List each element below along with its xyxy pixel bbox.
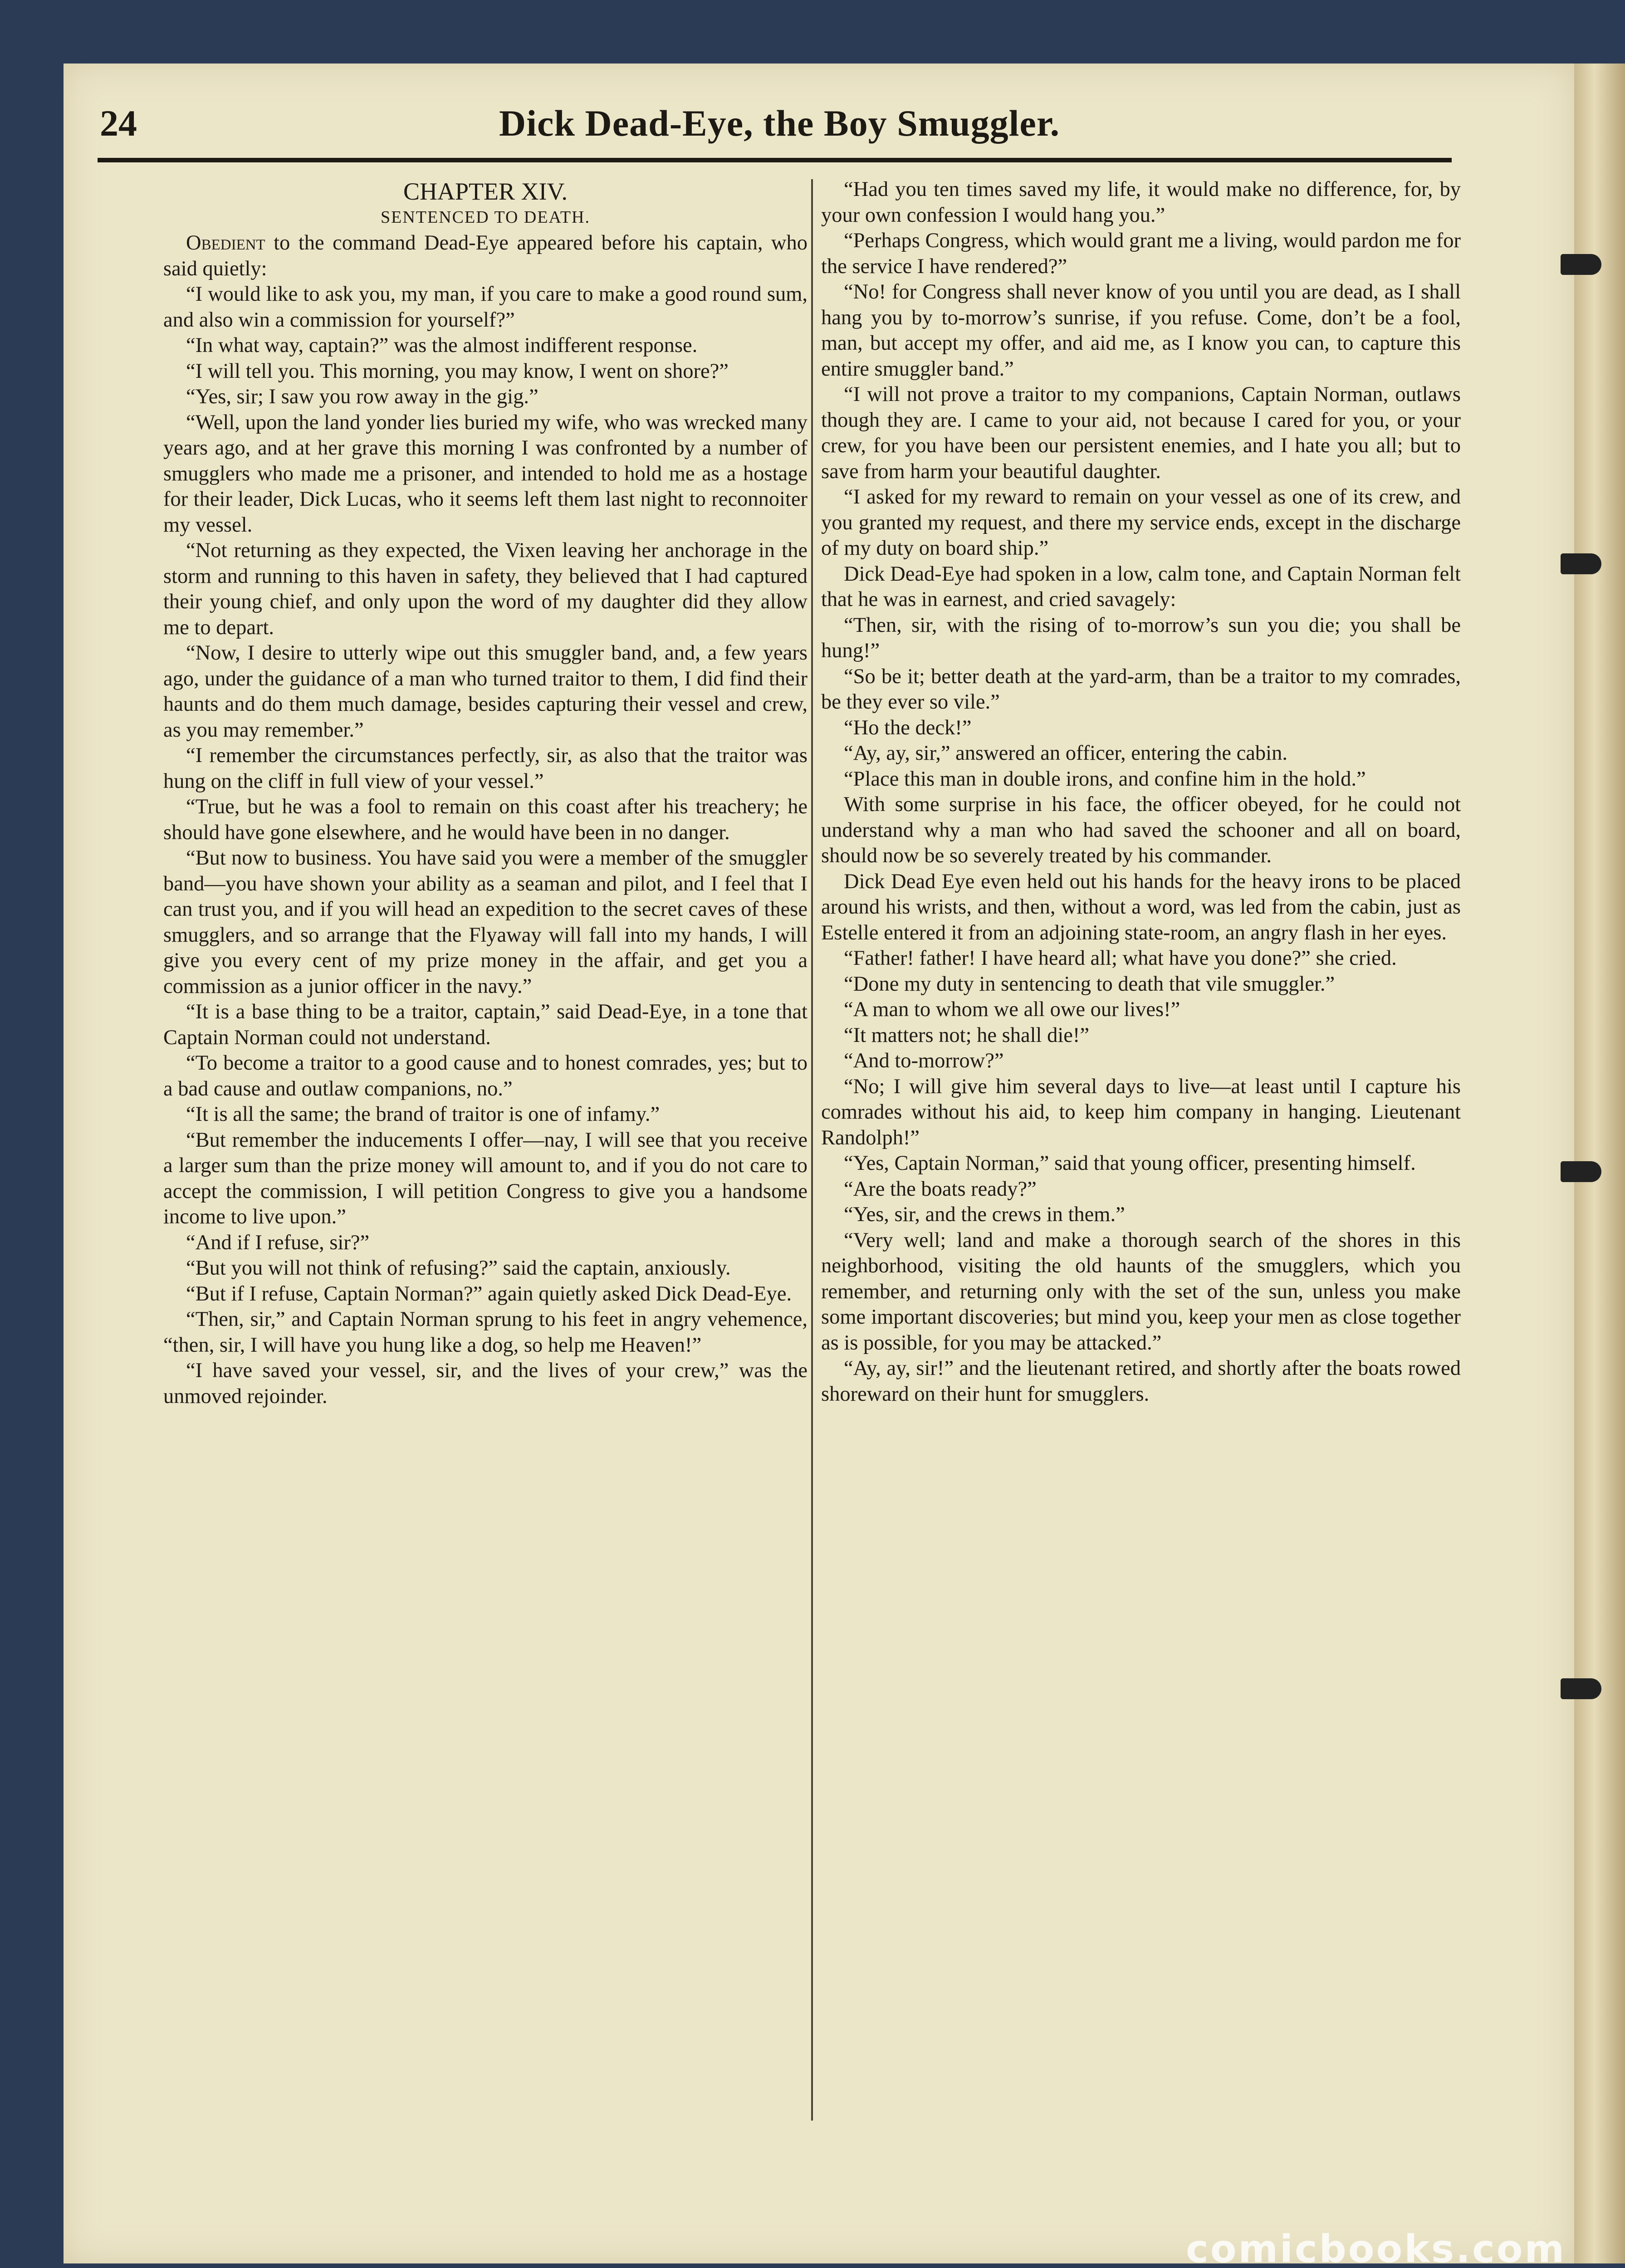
paragraph: “But you will not think of refusing?” said the captain, anxiously. [186, 1256, 731, 1280]
paragraph: Dick Dead Eye even held out his hands for the heavy irons to be placed around his wrists, and then, without a word, was led from the cabin, just as Estelle entered it from an adjoining state-room, an angry flash in her eyes. [821, 870, 1461, 944]
paragraph: “Ho the deck!” [844, 716, 972, 739]
paragraph: “Ay, ay, sir,” answered an officer, entering the cabin. [844, 742, 1287, 765]
paragraph: “But now to business. You have said you were a member of the smuggler band—you have shown your ability as a seaman and pilot, and I feel that I can trust you, and if you will head an expedition to the secret caves of these smugglers, and so arrange that the Flyaway will fall into my hands, I will give you every cent of my prize money in the affair, and get you a commission as a junior officer in the navy.” [163, 846, 808, 998]
binding-staple [1561, 553, 1601, 574]
binding-staple [1561, 254, 1601, 275]
paragraph: “Are the boats ready?” [844, 1177, 1037, 1201]
right-column [821, 177, 1461, 2136]
paragraph: “Yes, Captain Norman,” said that young officer, presenting himself. [844, 1152, 1416, 1175]
paragraph: “And to-morrow?” [844, 1049, 1004, 1072]
paragraph: “Well, upon the land yonder lies buried my wife, who was wrecked many years ago, and at her grave this morning I was confronted by a number of smugglers who made me a prisoner, and intended to hold me as a hostage for their leader, Dick Lucas, who it seems left them last night to reconnoiter my vessel. [163, 411, 808, 537]
paragraph: “So be it; better death at the yard-arm, than be a traitor to my comrades, be they ever so vile.” [821, 665, 1461, 714]
paragraph: “No! for Congress shall never know of you until you are dead, as I shall hang you by to-morrow’s sunrise, if you refuse. Come, don’t be a fool, man, but accept my offer, and aid me, as I know you can, to capture this entire smuggler band.” [821, 280, 1461, 381]
paragraph: “I have saved your vessel, sir, and the lives of your crew,” was the unmoved rejoinder. [163, 1359, 808, 1408]
paragraph: “I remember the circumstances perfectly, sir, as also that the traitor was hung on the cliff in full view of your vessel.” [163, 744, 808, 793]
binding-staple [1561, 1678, 1601, 1699]
column-divider [811, 179, 813, 2121]
paragraph-text: to the command Dead-Eye appeared before his captain, who said quietly: [163, 231, 808, 280]
paragraph: “Father! father! I have heard all; what have you done?” she cried. [844, 947, 1397, 970]
paragraph: “Perhaps Congress, which would grant me a living, would pardon me for the service I have rendered?” [821, 229, 1461, 278]
binding-staple [1561, 1161, 1601, 1182]
chapter-subtitle: SENTENCED TO DEATH. [381, 208, 590, 227]
header-rule [98, 158, 1452, 162]
running-title: Dick Dead-Eye, the Boy Smuggler. [499, 103, 1060, 144]
paragraph: “Place this man in double irons, and confine him in the hold.” [844, 767, 1366, 791]
paragraph: “It is a base thing to be a traitor, captain,” said Dead-Eye, in a tone that Captain Norman could not understand. [163, 1000, 808, 1049]
paragraph: “I would like to ask you, my man, if you care to make a good round sum, and also win a commission for yourself?” [163, 283, 808, 332]
paragraph: “In what way, captain?” was the almost indifferent response. [186, 334, 698, 357]
paragraph: “Then, sir, with the rising of to-morrow’s sun you die; you shall be hung!” [821, 613, 1461, 662]
page-number: 24 [100, 103, 137, 144]
paragraph: “It is all the same; the brand of traitor is one of infamy.” [186, 1103, 660, 1126]
page-header [100, 102, 1447, 156]
paragraph: “But if I refuse, Captain Norman?” again quietly asked Dick Dead-Eye. [186, 1282, 792, 1305]
paragraph: “True, but he was a fool to remain on this coast after his treachery; he should have gone elsewhere, and he would have been in no danger. [163, 795, 808, 844]
paragraph [163, 230, 808, 282]
paragraph: “Had you ten times saved my life, it would make no difference, for, by your own confession I would hang you.” [821, 178, 1461, 227]
paragraph: “Very well; land and make a thorough search of the shores in this neighborhood, visiting the old haunts of the smugglers, which you remember, and returning only with the set of the sun, unless you make some important discoveries; but mind you, keep your men as close together as is possible, for you may be attacked.” [821, 1228, 1461, 1354]
paragraph: “Done my duty in sentencing to death that vile smuggler.” [844, 972, 1335, 996]
paragraph: “Not returning as they expected, the Vixen leaving her anchorage in the storm and running to this haven in safety, they believed that I had captured their young chief, and only upon the word of my daughter did they allow me to depart. [163, 539, 808, 639]
paragraph: “But remember the inducements I offer—nay, I will see that you receive a larger sum than the prize money will amount to, and if you do not care to accept the commission, I will petition Congress to give you a handsome income to live upon.” [163, 1128, 808, 1228]
paragraph: “And if I refuse, sir?” [186, 1231, 370, 1254]
paragraph: “To become a traitor to a good cause and to honest comrades, yes; but to a bad cause and outlaw companions, no.” [163, 1051, 808, 1100]
paragraph: “Now, I desire to utterly wipe out this smuggler band, and, a few years ago, under the guidance of a man who turned traitor to them, I did find their haunts and do them much damage, besides capturing their vessel and crew, as you may remember.” [163, 641, 808, 742]
paragraph: “I will tell you. This morning, you may know, I went on shore?” [186, 359, 729, 383]
chapter-title: CHAPTER XIV. [403, 178, 568, 205]
paragraph: “Yes, sir; I saw you row away in the gig.” [186, 385, 538, 408]
paragraph: “Yes, sir, and the crews in them.” [844, 1203, 1125, 1226]
paragraph: “Ay, ay, sir!” and the lieutenant retired, and shortly after the boats rowed shoreward on their hunt for smugglers. [821, 1357, 1461, 1406]
paragraph: “I asked for my reward to remain on your vessel as one of its crew, and you granted my request, and there my service ends, except in the discharge of my duty on board ship.” [821, 485, 1461, 560]
watermark: comicbooks.com [1186, 2227, 1566, 2268]
paragraph: “No; I will give him several days to live—at least until I capture his comrades without his aid, to keep him company in hanging. Lieutenant Randolph!” [821, 1075, 1461, 1149]
left-column [163, 177, 808, 2136]
paragraph: “I will not prove a traitor to my companions, Captain Norman, outlaws though they are. I came to your aid, not because I cared for you, or your crew, for you have been our persistent enemies, and I hate you all; but to save from harm your beautiful daughter. [821, 383, 1461, 483]
dropcap-word: Obedient [186, 231, 265, 254]
paragraph: “A man to whom we all owe our lives!” [844, 998, 1180, 1021]
paragraph: Dick Dead-Eye had spoken in a low, calm tone, and Captain Norman felt that he was in earnest, and cried savagely: [821, 562, 1461, 611]
paragraph: With some surprise in his face, the officer obeyed, for he could not understand why a man who had saved the schooner and all on board, should now be so severely treated by his commander. [821, 793, 1461, 867]
paragraph: “It matters not; he shall die!” [844, 1023, 1090, 1047]
paragraph: “Then, sir,” and Captain Norman sprung to his feet in angry vehemence, “then, sir, I will have you hung like a dog, so help me Heaven!” [163, 1308, 808, 1357]
